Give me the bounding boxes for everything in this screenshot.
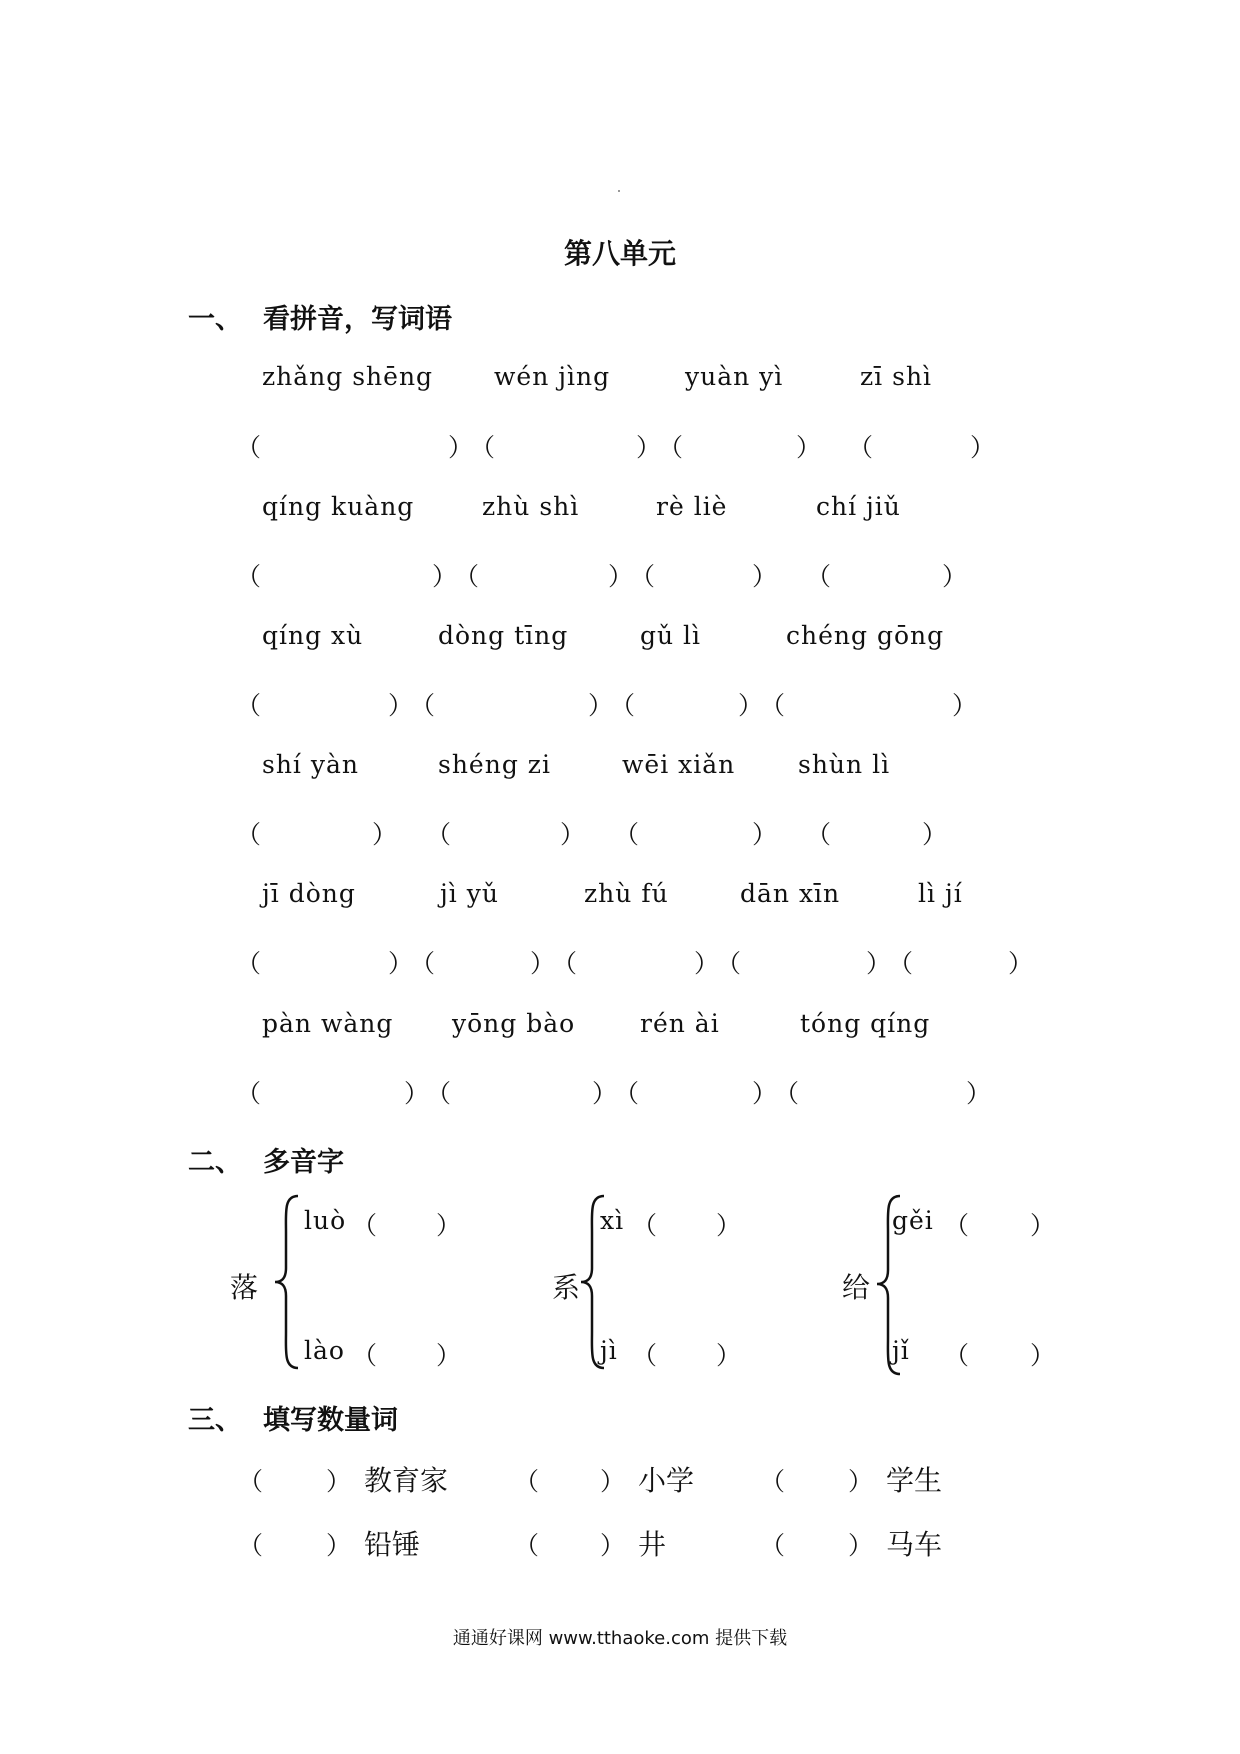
answer-close-paren: ） bbox=[1030, 1211, 1056, 1240]
answer-open-paren: （ bbox=[806, 562, 832, 591]
pinyin-word: zhǎng shēng bbox=[262, 362, 434, 391]
polyphone-reading: gěi bbox=[892, 1206, 934, 1235]
polyphone-reading: luò bbox=[304, 1206, 347, 1235]
measure-noun: 学生 bbox=[886, 1464, 943, 1497]
answer-close-paren: ） bbox=[752, 820, 778, 849]
answer-open-paren: （ bbox=[760, 691, 786, 720]
answer-close-paren: ） bbox=[448, 433, 474, 462]
answer-close-paren: ） bbox=[1030, 1341, 1056, 1370]
pinyin-word: yōng bào bbox=[452, 1009, 576, 1038]
measure-noun: 铅锤 bbox=[364, 1528, 421, 1561]
section-1-heading: 一、 看拼音，写词语 bbox=[188, 304, 452, 335]
pinyin-word: pàn wàng bbox=[262, 1009, 394, 1038]
answer-close-paren: ） bbox=[608, 562, 634, 591]
answer-open-paren: （ bbox=[514, 1467, 540, 1496]
page-title: 第八单元 bbox=[563, 237, 676, 270]
answer-open-paren: （ bbox=[236, 562, 262, 591]
answer-close-paren: ） bbox=[848, 1531, 874, 1560]
answer-close-paren: ） bbox=[530, 949, 556, 978]
answer-open-paren: （ bbox=[236, 949, 262, 978]
answer-close-paren: ） bbox=[866, 949, 892, 978]
scan-speck bbox=[618, 190, 620, 192]
answer-open-paren: （ bbox=[454, 562, 480, 591]
footer-download-note: 通通好课网 www.tthaoke.com 提供下载 bbox=[452, 1628, 788, 1649]
polyphone-char: 给 bbox=[842, 1271, 871, 1304]
answer-close-paren: ） bbox=[432, 562, 458, 591]
pinyin-word: rè liè bbox=[656, 492, 728, 521]
pinyin-word: rén ài bbox=[640, 1009, 720, 1038]
polyphone-reading: jì bbox=[600, 1336, 618, 1365]
answer-close-paren: ） bbox=[952, 691, 978, 720]
answer-open-paren: （ bbox=[470, 433, 496, 462]
answer-open-paren: （ bbox=[774, 1079, 800, 1108]
section-2-heading: 二、 多音字 bbox=[188, 1147, 344, 1178]
answer-open-paren: （ bbox=[944, 1211, 970, 1240]
pinyin-word: lì jí bbox=[918, 879, 963, 908]
answer-open-paren: （ bbox=[552, 949, 578, 978]
answer-open-paren: （ bbox=[614, 820, 640, 849]
answer-close-paren: ） bbox=[436, 1211, 462, 1240]
answer-open-paren: （ bbox=[888, 949, 914, 978]
answer-open-paren: （ bbox=[760, 1467, 786, 1496]
answer-open-paren: （ bbox=[236, 691, 262, 720]
answer-close-paren: ） bbox=[796, 433, 822, 462]
answer-open-paren: （ bbox=[238, 1467, 264, 1496]
pinyin-word: qíng xù bbox=[262, 621, 364, 650]
answer-open-paren: （ bbox=[236, 433, 262, 462]
answer-open-paren: （ bbox=[610, 691, 636, 720]
answer-open-paren: （ bbox=[632, 1211, 658, 1240]
polyphone-char: 系 bbox=[552, 1271, 581, 1304]
measure-noun: 小学 bbox=[638, 1464, 695, 1497]
answer-open-paren: （ bbox=[410, 949, 436, 978]
answer-open-paren: （ bbox=[236, 1079, 262, 1108]
measure-noun: 教育家 bbox=[364, 1464, 449, 1497]
pinyin-word: wén jìng bbox=[494, 362, 611, 391]
polyphone-reading: lào bbox=[304, 1336, 345, 1365]
pinyin-word: tóng qíng bbox=[800, 1009, 931, 1038]
answer-open-paren: （ bbox=[632, 1341, 658, 1370]
pinyin-word: jì yǔ bbox=[440, 879, 499, 908]
answer-close-paren: ） bbox=[388, 691, 414, 720]
pinyin-word: qíng kuàng bbox=[262, 492, 415, 521]
answer-close-paren: ） bbox=[752, 562, 778, 591]
answer-close-paren: ） bbox=[922, 820, 948, 849]
answer-close-paren: ） bbox=[372, 820, 398, 849]
answer-open-paren: （ bbox=[760, 1531, 786, 1560]
pinyin-word: shéng zi bbox=[438, 750, 551, 779]
pinyin-word: wēi xiǎn bbox=[622, 750, 736, 779]
answer-open-paren: （ bbox=[514, 1531, 540, 1560]
answer-open-paren: （ bbox=[426, 1079, 452, 1108]
answer-open-paren: （ bbox=[614, 1079, 640, 1108]
answer-close-paren: ） bbox=[436, 1341, 462, 1370]
answer-open-paren: （ bbox=[806, 820, 832, 849]
answer-close-paren: ） bbox=[326, 1531, 352, 1560]
pinyin-word: chéng gōng bbox=[786, 621, 945, 650]
pinyin-word: shí yàn bbox=[262, 750, 360, 779]
answer-close-paren: ） bbox=[592, 1079, 618, 1108]
answer-close-paren: ） bbox=[600, 1531, 626, 1560]
answer-close-paren: ） bbox=[942, 562, 968, 591]
pinyin-word: gǔ lì bbox=[640, 621, 702, 650]
answer-open-paren: （ bbox=[426, 820, 452, 849]
answer-close-paren: ） bbox=[388, 949, 414, 978]
answer-close-paren: ） bbox=[326, 1467, 352, 1496]
answer-open-paren: （ bbox=[352, 1341, 378, 1370]
section-3-heading: 三、 填写数量词 bbox=[188, 1405, 398, 1436]
answer-open-paren: （ bbox=[944, 1341, 970, 1370]
pinyin-word: dòng tīng bbox=[438, 621, 569, 650]
answer-open-paren: （ bbox=[352, 1211, 378, 1240]
answer-close-paren: ） bbox=[848, 1467, 874, 1496]
pinyin-word: zhù shì bbox=[482, 492, 580, 521]
answer-close-paren: ） bbox=[600, 1467, 626, 1496]
polyphone-char: 落 bbox=[230, 1271, 259, 1304]
polyphone-reading: xì bbox=[600, 1206, 625, 1235]
answer-open-paren: （ bbox=[658, 433, 684, 462]
answer-close-paren: ） bbox=[560, 820, 586, 849]
answer-open-paren: （ bbox=[716, 949, 742, 978]
curly-brace bbox=[272, 1192, 302, 1372]
measure-noun: 井 bbox=[638, 1528, 667, 1561]
answer-close-paren: ） bbox=[752, 1079, 778, 1108]
answer-close-paren: ） bbox=[738, 691, 764, 720]
measure-noun: 马车 bbox=[886, 1528, 943, 1561]
answer-open-paren: （ bbox=[238, 1531, 264, 1560]
answer-open-paren: （ bbox=[410, 691, 436, 720]
answer-close-paren: ） bbox=[716, 1211, 742, 1240]
answer-close-paren: ） bbox=[588, 691, 614, 720]
pinyin-word: zī shì bbox=[860, 362, 933, 391]
answer-open-paren: （ bbox=[236, 820, 262, 849]
answer-open-paren: （ bbox=[848, 433, 874, 462]
polyphone-reading: jǐ bbox=[892, 1336, 910, 1365]
answer-close-paren: ） bbox=[716, 1341, 742, 1370]
answer-close-paren: ） bbox=[636, 433, 662, 462]
answer-close-paren: ） bbox=[1008, 949, 1034, 978]
pinyin-word: yuàn yì bbox=[685, 362, 784, 391]
pinyin-word: jī dòng bbox=[262, 879, 356, 908]
pinyin-word: chí jiǔ bbox=[816, 492, 901, 521]
pinyin-word: shùn lì bbox=[798, 750, 891, 779]
pinyin-word: dān xīn bbox=[740, 879, 841, 908]
answer-open-paren: （ bbox=[630, 562, 656, 591]
answer-close-paren: ） bbox=[970, 433, 996, 462]
answer-close-paren: ） bbox=[694, 949, 720, 978]
answer-close-paren: ） bbox=[966, 1079, 992, 1108]
pinyin-word: zhù fú bbox=[584, 879, 669, 908]
answer-close-paren: ） bbox=[404, 1079, 430, 1108]
